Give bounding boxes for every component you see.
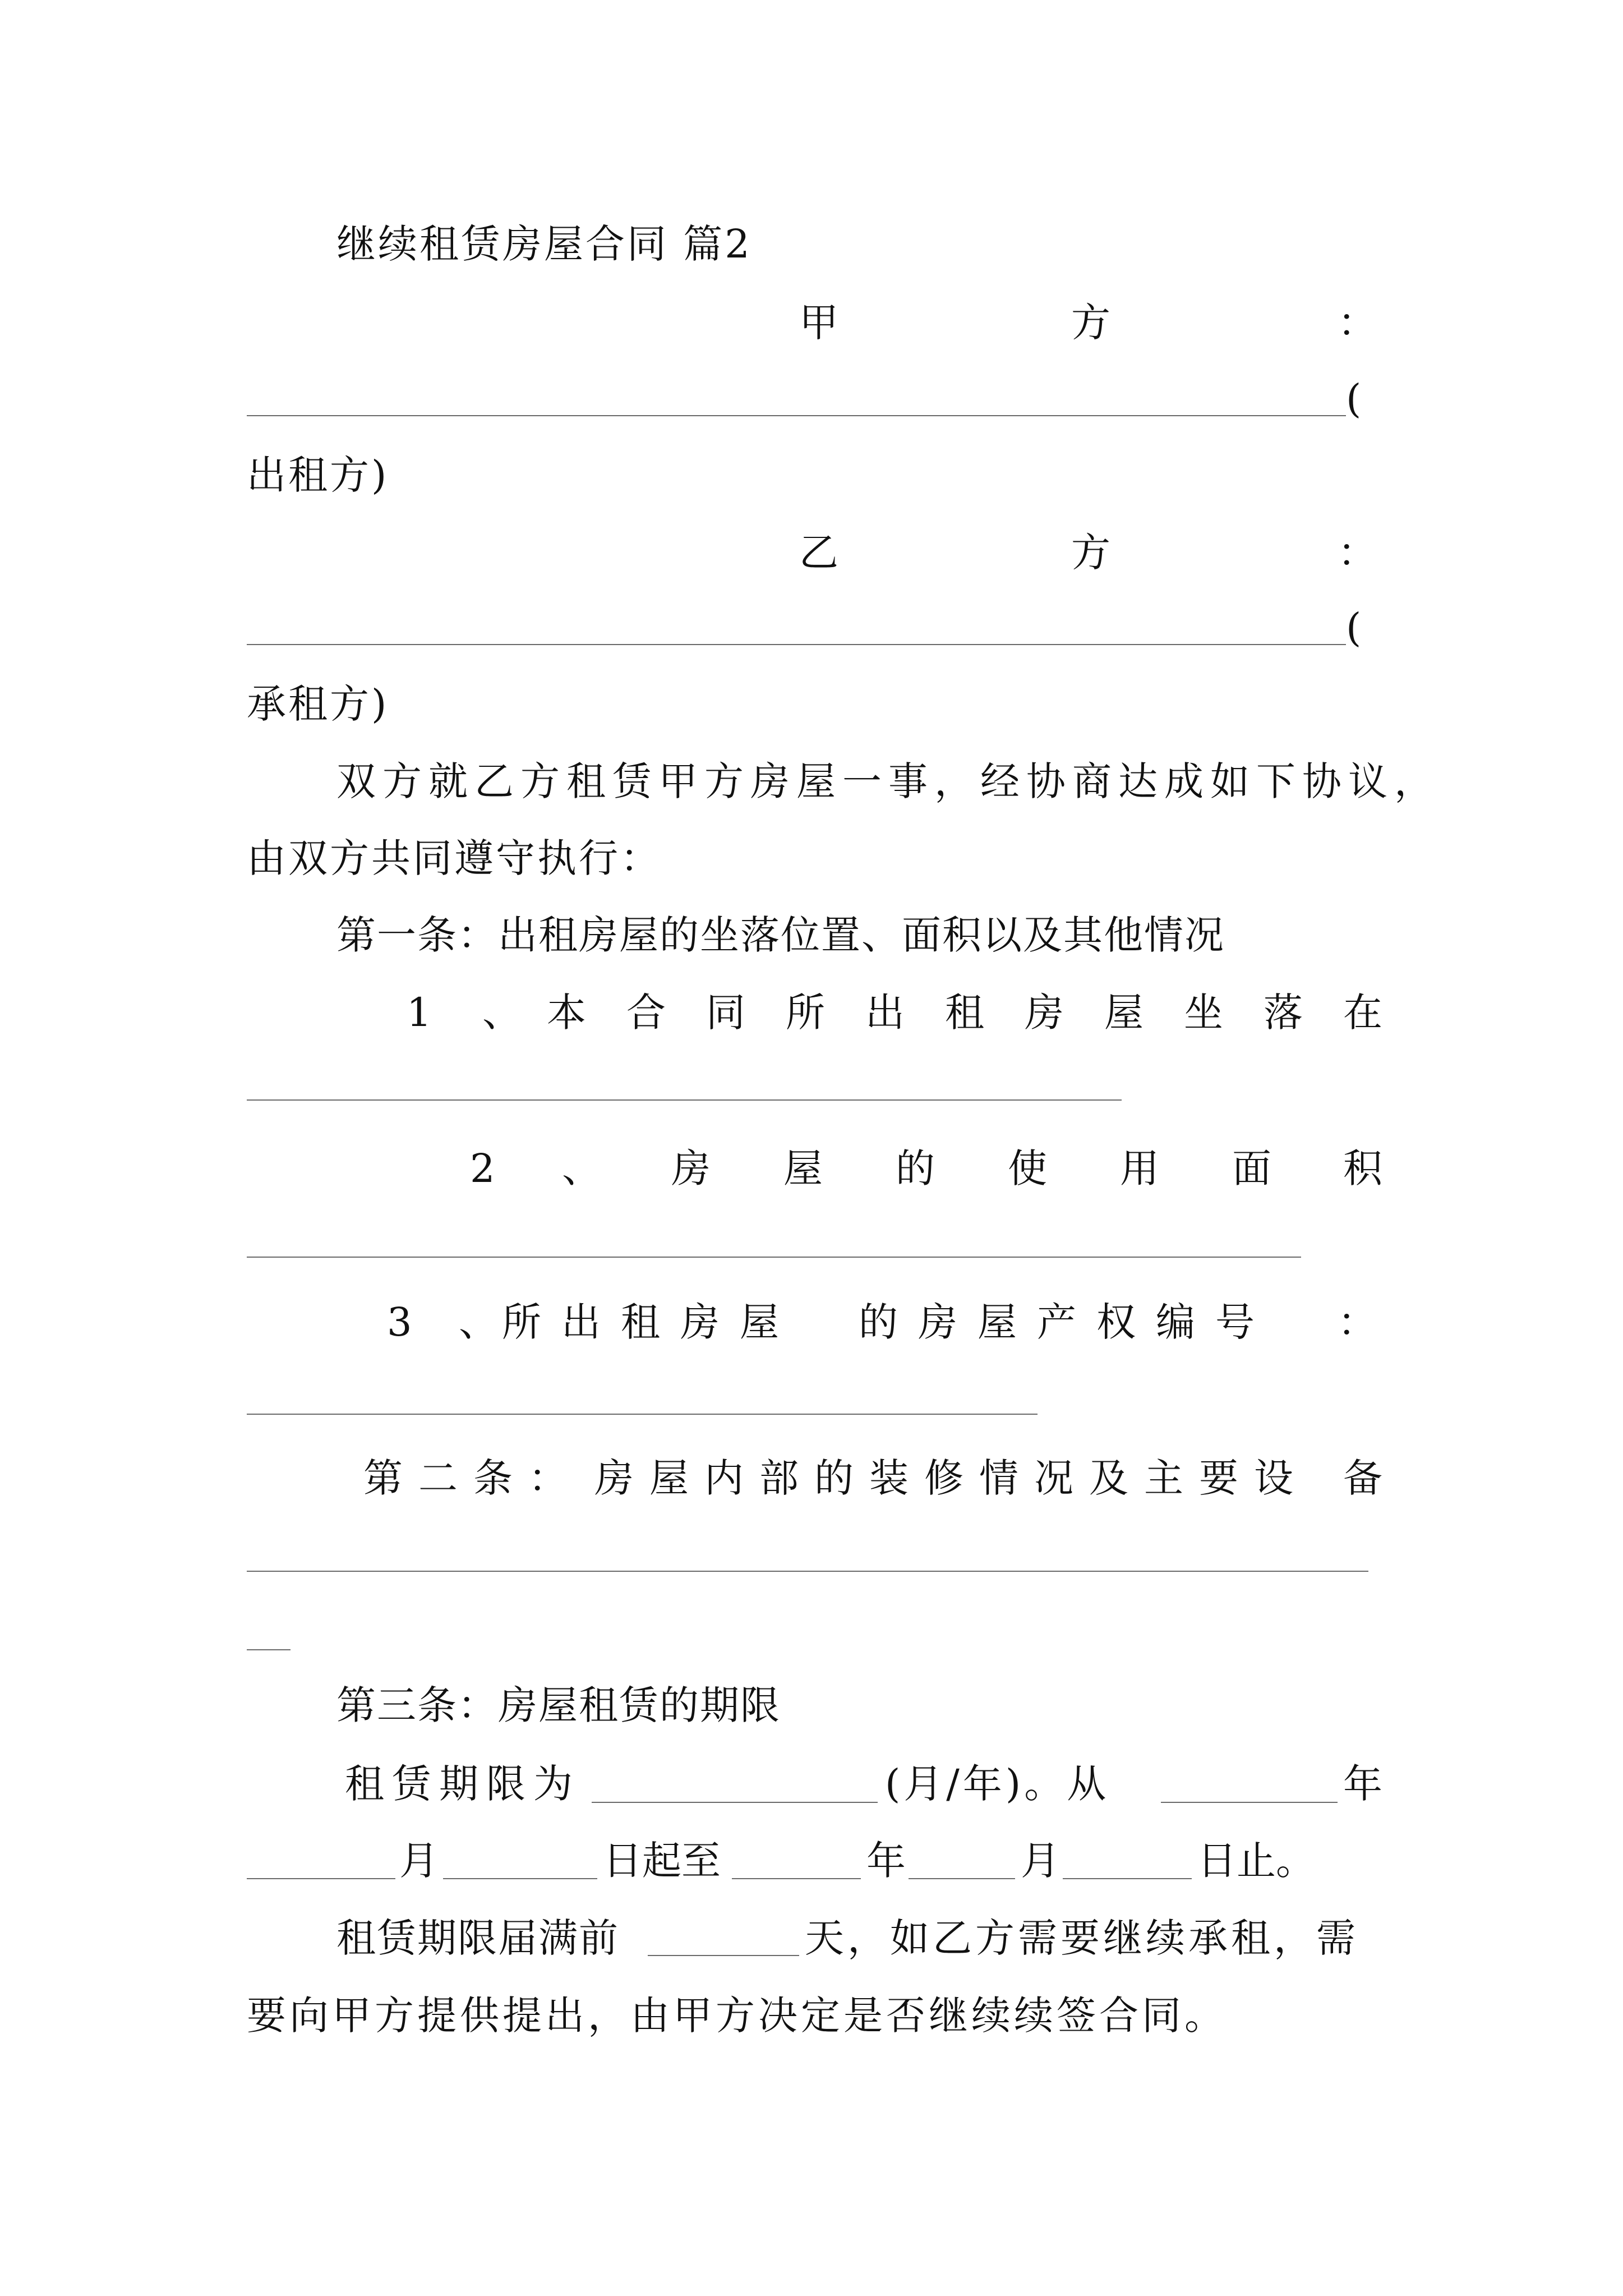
party-a-label-fang: 方 [1071,300,1110,346]
party-b-role: 承租方) [247,681,389,727]
item-3-char: 房 [680,1299,720,1345]
item-2-char: 屋 [783,1145,823,1191]
end-day-blank [1063,1878,1192,1879]
end-day-label: 日止。 [1197,1838,1315,1884]
item-1-char: 本 [547,990,586,1036]
party-b-paren: ( [1346,605,1362,651]
item-1-char: 同 [706,990,745,1036]
article-2-char: ： [528,1455,568,1501]
party-a-paren: ( [1346,376,1362,422]
start-month-blank [247,1878,395,1879]
party-a-role: 出租方) [247,452,389,498]
article-2-char: 及 [1089,1455,1128,1501]
item-3-char: ： [1338,1299,1377,1345]
start-day-label: 日起至 [603,1838,721,1884]
item-3-char: 租 [621,1299,660,1345]
article-2-char: 装 [869,1455,909,1501]
party-b-label: 乙 [799,530,838,576]
item-1-char: 租 [945,990,984,1036]
item-3-char: 屋 [978,1299,1017,1345]
party-a-name-blank [247,415,1346,416]
term-length-blank [592,1802,878,1803]
item-2-char: 的 [896,1145,935,1191]
article-2-char: 主 [1144,1455,1183,1501]
article-2-char: 屋 [649,1455,689,1501]
item-3-char: 的 [859,1299,898,1345]
renewal-line-1a: 租赁期限届满前 [336,1915,619,1961]
article-2-char: 房 [594,1455,634,1501]
renewal-line-1b: 天，如乙方需要继续承租，需 [805,1915,1359,1961]
intro-line-2: 由双方共同遵守执行： [247,835,662,881]
item-1-char: 落 [1264,990,1303,1036]
item-1-char: 1 [407,990,432,1036]
article-2-char: 要 [1199,1455,1238,1501]
item-1-char: 在 [1343,990,1382,1036]
item-1-char: 屋 [1104,990,1144,1036]
item-3-char: 3 [387,1299,412,1345]
article-2-char: 部 [759,1455,799,1501]
article-2-char: 内 [704,1455,744,1501]
item-1-char: 所 [786,990,825,1036]
document-title: 继续租赁房屋合同 篇2 [336,221,752,267]
article-2-char: 条 [473,1455,513,1501]
start-year-label: 年 [1343,1761,1382,1807]
end-month-label: 月 [1021,1838,1060,1884]
item-3-char: 权 [1096,1299,1136,1345]
party-a-label: 甲 [799,300,838,346]
term-prefix: 租赁期限为 [345,1761,580,1807]
item-1-char: 合 [626,990,666,1036]
item-1-char: 、 [482,990,522,1036]
article-2-char: 情 [979,1455,1018,1501]
renewal-days-blank [648,1955,799,1956]
start-day-blank [443,1878,597,1879]
item-1-location-blank [247,1099,1122,1101]
party-b-colon: ： [1338,530,1377,576]
item-2-char: 房 [671,1145,711,1191]
item-3-char: 房 [918,1299,957,1345]
article-2-char: 二 [418,1455,458,1501]
article-2-char: 备 [1343,1455,1382,1501]
item-2-char: 使 [1008,1145,1047,1191]
party-a-colon: ： [1338,300,1377,346]
item-2-char: 、 [562,1145,601,1191]
party-b-name-blank [247,644,1346,645]
item-3-char: 所 [502,1299,541,1345]
end-year-label: 年 [866,1838,906,1884]
term-unit: (月/年)。从 [885,1761,1110,1807]
item-1-char: 房 [1025,990,1064,1036]
article-2-char: 第 [363,1455,403,1501]
item-2-area-blank [247,1257,1301,1258]
item-3-char: 编 [1156,1299,1195,1345]
item-3-char: 产 [1037,1299,1076,1345]
item-3-certificate-blank [247,1414,1038,1415]
intro-line-1: 双方就乙方租赁甲方房屋一事，经协商达成如下协议， [336,758,1440,804]
article-3-heading: 第三条：房屋租赁的期限 [336,1682,781,1728]
article-2-char: 况 [1034,1455,1073,1501]
end-month-blank [909,1878,1015,1879]
article-2-char: 修 [924,1455,963,1501]
start-month-label: 月 [399,1838,439,1884]
item-3-char: 、 [459,1299,498,1345]
article-2-char: 设 [1254,1455,1293,1501]
item-1-char: 出 [865,990,905,1036]
item-2-char: 面 [1232,1145,1271,1191]
item-3-char: 出 [561,1299,601,1345]
item-2-char: 2 [470,1145,495,1191]
start-year-blank [1161,1802,1338,1803]
article-1-heading: 第一条：出租房屋的坐落位置、面积以及其他情况 [336,912,1225,958]
renewal-line-2: 要向甲方提供提出，由甲方决定是否继续续签合同。 [247,1993,1227,2039]
article-2-char: 的 [814,1455,854,1501]
article-2-equipment-blank [247,1571,1368,1572]
party-b-label-fang: 方 [1071,530,1110,576]
article-2-equipment-blank-continued [247,1649,291,1650]
item-1-char: 坐 [1184,990,1223,1036]
item-3-char: 号 [1215,1299,1255,1345]
item-2-char: 用 [1120,1145,1159,1191]
end-year-blank [732,1878,861,1879]
item-2-char: 积 [1343,1145,1382,1191]
item-3-char: 屋 [740,1299,779,1345]
